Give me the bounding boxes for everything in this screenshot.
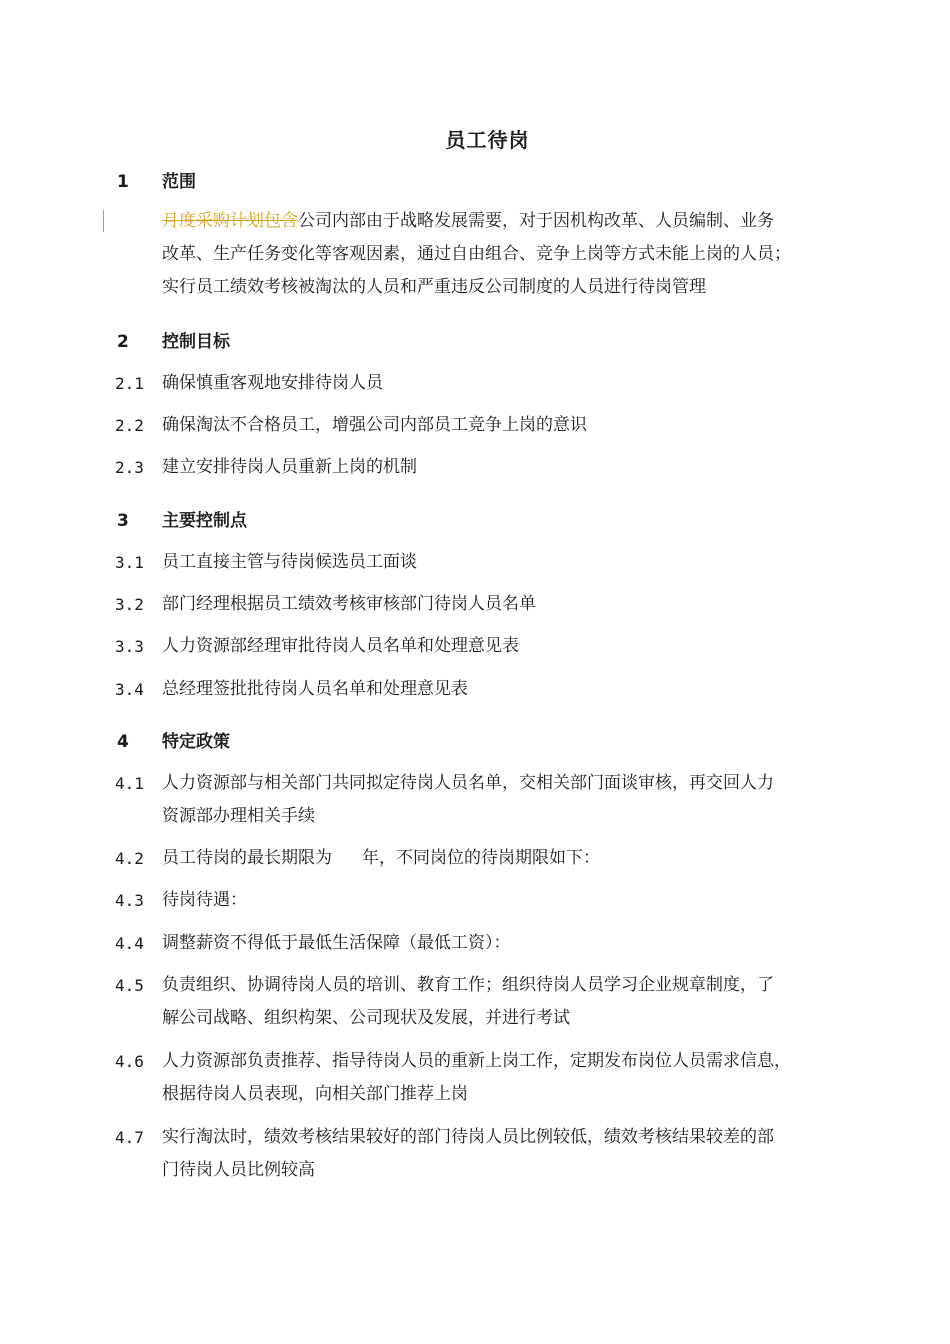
- section-number: 3: [117, 511, 129, 531]
- scope-line-1: 月度采购计划包含公司内部由于战略发展需要，对于因机构改革、人员编制、业务: [162, 211, 774, 231]
- section-1-heading: [117, 170, 196, 194]
- section-number: 4: [117, 732, 129, 752]
- section-title: 特定政策: [162, 732, 230, 752]
- section-2-heading: [117, 330, 230, 354]
- tracked-deletion: 月度采购计划包含: [162, 211, 298, 231]
- section-4-heading: [117, 730, 230, 754]
- section-number: 2: [117, 332, 129, 352]
- scope-paragraph: [162, 205, 862, 304]
- scope-line-2: 改革、生产任务变化等客观因素，通过自由组合、竞争上岗等方式未能上岗的人员；: [162, 244, 791, 264]
- revision-change-bar: [103, 210, 104, 232]
- section-title: 控制目标: [162, 332, 230, 352]
- document-page: 员工待岗 1 范围 月度采购计划包含公司内部由于战略发展需要，对于因机构改革、人员编制、业务 改革、生产任务变化等客观因素，通过自由组合、竞争上岗等方式未能上岗的人员； 实行员工绩效考核被淘汰的人员和严重违反公司制度的人员进行待岗管理 2 控制目标 2.1 确保慎重客观地安排待岗人员 2.2 确保淘汰不合格员工，增强公司内部员工竞争上岗的意识 2.3 建立安排待岗人员重新上岗的机制 3 主要控制点 3.1 员工直接主管与待岗候选员工面谈 3.2 部门经理根据员工绩效考核审核部门待岗人员名单 3.3 人力资源部经理审批待岗人员名单和处理意见表 3.4 总经理签批批待岗人员名单和处理意见表 4 特定政策 4.1 人力资源部与相关部门共同拟定待岗人员名单，交相关部门面谈审核，再交回人力 资源部办理相关手续 4.2 员工待岗的最长期限为 年，不同岗位的待岗期限如下： 4.3 待岗待遇： 4.4 调整薪资不得低于最低生活保障（最低工资）： 4.5 负责组织、协调待岗人员的培训、教育工作；组织待岗人员学习企业规章制度，了 解公司战略、组织构架、公司现状及发展，并进行考试 4.6 人力资源部负责推荐、指导待岗人员的重新上岗工作，定期发布岗位人员需求信息， 根据待岗人员表现，向相关部门推荐上岗 4.7 实行淘汰时，绩效考核结果较好的部门待岗人员比例较低，绩效考核结果较差的部 门待岗人员比例较高: [0, 0, 950, 1344]
- section-title: 主要控制点: [162, 511, 247, 531]
- section-title: 范围: [162, 172, 196, 192]
- scope-line-3: 实行员工绩效考核被淘汰的人员和严重违反公司制度的人员进行待岗管理: [162, 277, 706, 297]
- section-3-heading: [117, 509, 247, 533]
- section-number: 1: [117, 172, 129, 192]
- document-title: 员工待岗: [445, 128, 530, 152]
